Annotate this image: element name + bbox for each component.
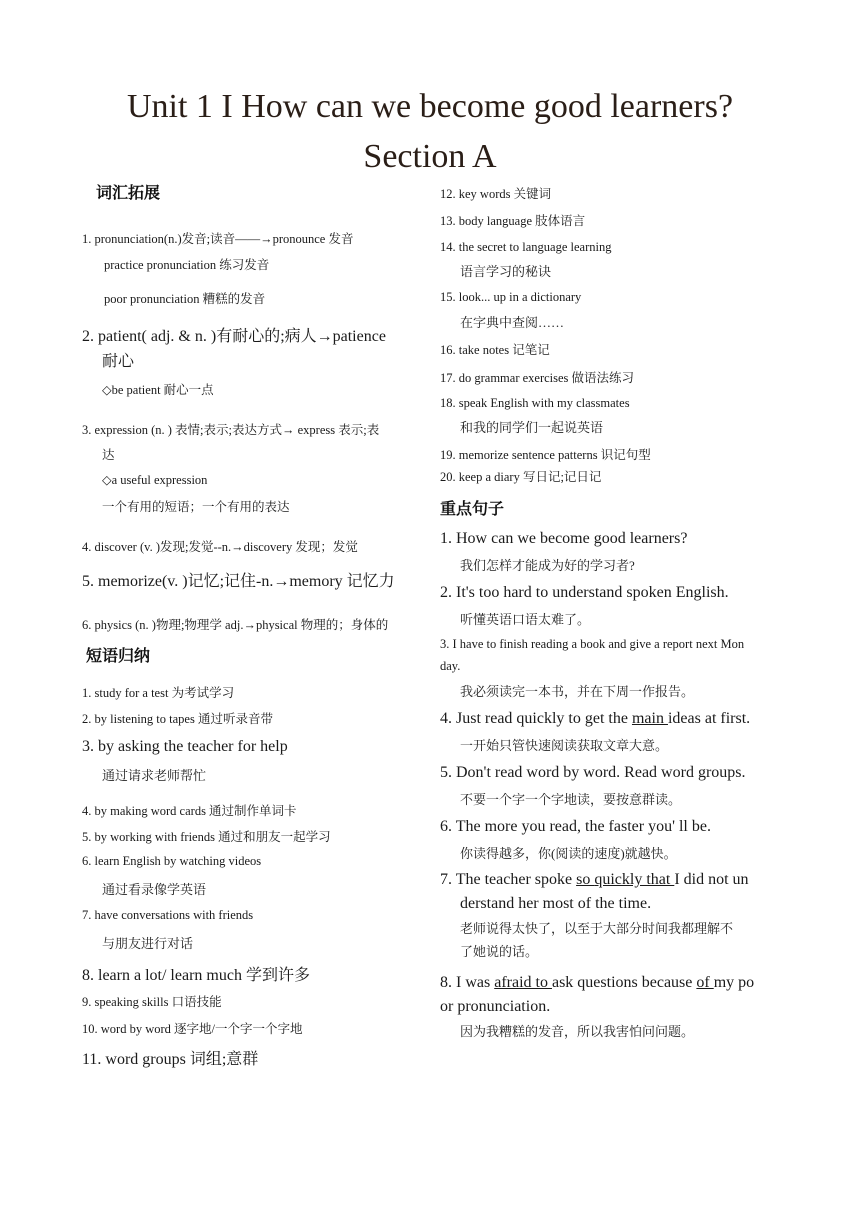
sentences-heading: 重点句子 xyxy=(440,499,505,518)
sentence-item: 2. It's too hard to understand spoken English. xyxy=(440,584,729,601)
vocab-item: 4. discover (v. )发现;发觉--n.→discovery 发现；发觉 xyxy=(82,540,358,554)
vocab-sub: 一个有用的短语；一个有用的表达 xyxy=(102,499,290,514)
phrase-item: 4. by making word cards 通过制作单词卡 xyxy=(82,804,297,818)
page-title-line-2: Section A xyxy=(363,138,497,175)
phrase-item: 3. by asking the teacher for help xyxy=(82,738,288,755)
phrase-item: 17. do grammar exercises 做语法练习 xyxy=(440,371,635,385)
phrase-item: 10. word by word 逐字地/一个字一个字地 xyxy=(82,1022,303,1036)
sentence-item: 5. Don't read word by word. Read word groups. xyxy=(440,764,746,781)
page-title-line-1: Unit 1 I How can we become good learners? xyxy=(126,88,734,125)
phrase-sub: 通过看录像学英语 xyxy=(102,882,207,897)
phrase-sub: 和我的同学们一起说英语 xyxy=(460,420,604,435)
vocab-sub: practice pronunciation 练习发音 xyxy=(104,258,270,272)
vocab-sub: 耐心 xyxy=(102,353,135,370)
underlined-word: so xyxy=(576,871,595,888)
sentence-translation: 听懂英语口语太难了。 xyxy=(460,612,591,627)
phrase-item: 2. by listening to tapes 通过听录音带 xyxy=(82,712,273,726)
sentence-translation: 因为我糟糕的发音，所以我害怕问问题。 xyxy=(460,1024,695,1039)
underlined-word: quickly that xyxy=(594,871,675,888)
phrase-item: 9. speaking skills 口语技能 xyxy=(82,995,222,1009)
vocab-item: 1. pronunciation(n.)发音;读音——→pronounce 发音 xyxy=(82,232,354,246)
phrase-item: 19. memorize sentence patterns 识记句型 xyxy=(440,448,651,462)
sentence-translation: 我们怎样才能成为好的学习者? xyxy=(460,558,635,573)
phrase-item: 11. word groups 词组;意群 xyxy=(82,1051,259,1068)
phrase-item: 16. take notes 记笔记 xyxy=(440,343,550,357)
phrase-sub: 语言学习的秘诀 xyxy=(460,264,552,279)
phrase-item: 15. look... up in a dictionary xyxy=(440,290,582,304)
sentence-translation: 一开始只管快速阅读获取文章大意。 xyxy=(460,738,669,753)
sentence-translation: 我必须读完一本书，并在下周一作报告。 xyxy=(460,684,695,699)
phrase-item: 20. keep a diary 写日记;记日记 xyxy=(440,470,602,484)
phrase-item: 6. learn English by watching videos xyxy=(82,854,262,868)
sentence-item-continued: or pronunciation. xyxy=(440,998,551,1015)
phrase-item: 5. by working with friends 通过和朋友一起学习 xyxy=(82,830,331,844)
phrase-item: 1. study for a test 为考试学习 xyxy=(82,686,235,700)
phrase-item: 18. speak English with my classmates xyxy=(440,396,630,410)
sentence-translation: 了她说的话。 xyxy=(460,944,539,959)
vocab-sub: ◇be patient 耐心一点 xyxy=(102,383,214,397)
phrase-item: 8. learn a lot/ learn much 学到许多 xyxy=(82,967,310,984)
phrase-sub: 通过请求老师帮忙 xyxy=(102,768,207,783)
phrase-item: 14. the secret to language learning xyxy=(440,240,612,254)
phrase-sub: 与朋友进行对话 xyxy=(102,936,194,951)
sentence-translation: 不要一个字一个字地读，要按意群读。 xyxy=(460,792,682,807)
sentence-item-continued: derstand her most of the time. xyxy=(460,895,652,912)
phrase-item: 13. body language 肢体语言 xyxy=(440,214,586,228)
phrase-item: 7. have conversations with friends xyxy=(82,908,254,922)
underlined-word: of xyxy=(696,974,714,991)
phrase-item: 12. key words 关键词 xyxy=(440,187,552,201)
underlined-word: main xyxy=(631,710,668,727)
vocab-item: 6. physics (n. )物理;物理学 adj.→physical 物理的；身体的 xyxy=(82,618,389,632)
underlined-word: afraid to xyxy=(494,974,552,991)
vocab-sub: poor pronunciation 糟糕的发音 xyxy=(104,292,266,306)
vocab-item: 5. memorize(v. )记忆;记住-n.→memory 记忆力 xyxy=(82,573,395,590)
phrase-sub: 在字典中查阅…… xyxy=(460,315,565,330)
sentence-item: 4. Just read quickly to get the main ideas at first. xyxy=(440,710,751,727)
sentence-item-continued: day. xyxy=(440,659,461,673)
vocab-sub: ◇a useful expression xyxy=(102,473,208,487)
sentence-item: 1. How can we become good learners? xyxy=(440,530,688,547)
sentence-translation: 老师说得太快了，以至于大部分时间我都理解不 xyxy=(460,921,734,936)
vocab-heading: 词汇拓展 xyxy=(96,183,161,202)
sentence-item: 6. The more you read, the faster you' ll be. xyxy=(440,818,711,835)
sentence-item: 3. I have to finish reading a book and give a report next Mon xyxy=(440,637,745,651)
vocab-item: 2. patient( adj. & n. )有耐心的;病人→patience xyxy=(82,328,386,345)
sentence-item: 8. I was afraid to ask questions because of my po xyxy=(440,974,755,991)
phrases-heading: 短语归纳 xyxy=(86,646,151,665)
sentence-item: 7. The teacher spoke so quickly that I did not un xyxy=(440,871,749,888)
vocab-sub: 达 xyxy=(102,448,115,462)
sentence-translation: 你读得越多，你(阅读的速度)就越快。 xyxy=(460,846,677,861)
vocab-item: 3. expression (n. ) 表情;表示;表达方式→ express 表示;表 xyxy=(82,423,380,437)
